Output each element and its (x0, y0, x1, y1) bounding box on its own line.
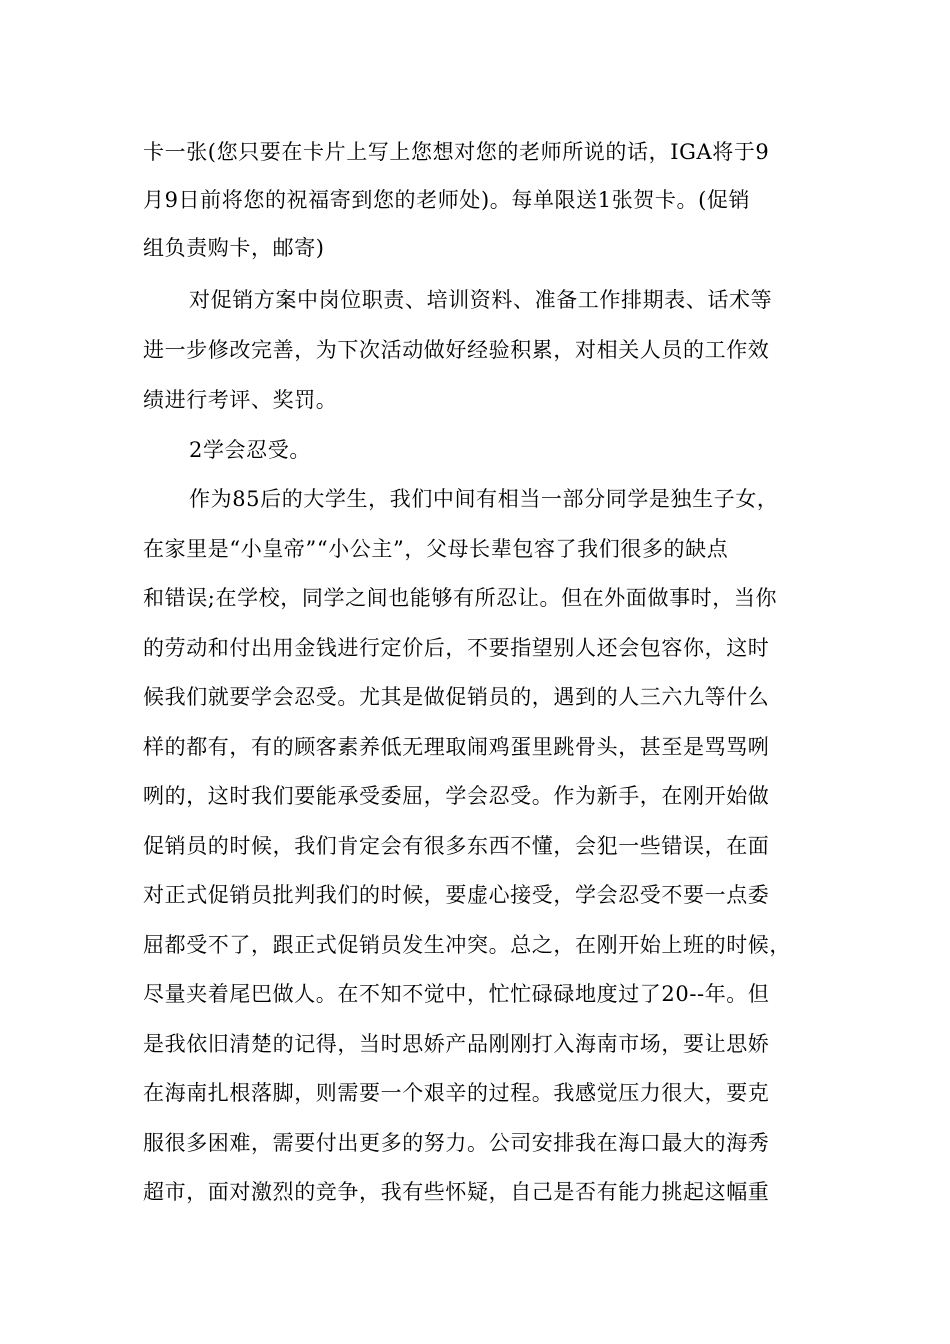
text-line: 在海南扎根落脚，则需要一个艰辛的过程。我感觉压力很大，要克 (143, 1081, 770, 1105)
text-line: 样的都有，有的顾客素养低无理取闹鸡蛋里跳骨头，甚至是骂骂咧 (143, 735, 770, 759)
text-line: 作为85后的大学生，我们中间有相当一部分同学是独生子女， (189, 487, 779, 511)
text-line: 超市，面对激烈的竞争，我有些怀疑，自己是否有能力挑起这幅重 (143, 1180, 770, 1204)
text-line: 2学会忍受。 (189, 438, 311, 462)
text-line: 尽量夹着尾巴做人。在不知不觉中，忙忙碌碌地度过了20--年。但 (143, 982, 770, 1006)
text-line: 服很多困难，需要付出更多的努力。公司安排我在海口最大的海秀 (143, 1131, 770, 1155)
text-line: 候我们就要学会忍受。尤其是做促销员的，遇到的人三六九等什么 (143, 685, 770, 709)
text-line: 的劳动和付出用金钱进行定价后，不要指望别人还会包容你，这时 (143, 636, 770, 660)
text-line: 组负责购卡，邮寄) (143, 236, 325, 260)
text-line: 屈都受不了，跟正式促销员发生冲突。总之，在刚开始上班的时候， (143, 933, 791, 957)
text-line: 在家里是“小皇帝”“小公主”，父母长辈包容了我们很多的缺点 (143, 537, 729, 561)
text-line: 咧的，这时我们要能承受委屈，学会忍受。作为新手，在刚开始做 (143, 784, 770, 808)
text-line: 月9日前将您的祝福寄到您的老师处)。每单限送1张贺卡。(促销 (143, 188, 751, 212)
text-line: 和错误;在学校，同学之间也能够有所忍让。但在外面做事时，当你 (143, 586, 778, 610)
text-line: 卡一张(您只要在卡片上写上您想对您的老师所说的话，IGA将于9 (143, 140, 770, 164)
text-line: 对促销方案中岗位职责、培训资料、准备工作排期表、话术等 (189, 288, 773, 312)
text-line: 绩进行考评、奖罚。 (143, 388, 338, 412)
text-line: 进一步修改完善，为下次活动做好经验积累，对相关人员的工作效 (143, 338, 770, 362)
text-line: 是我依旧清楚的记得，当时思娇产品刚刚打入海南市场，要让思娇 (143, 1032, 770, 1056)
text-line: 促销员的时候，我们肯定会有很多东西不懂，会犯一些错误，在面 (143, 834, 770, 858)
text-line: 对正式促销员批判我们的时候，要虚心接受，学会忍受不要一点委 (143, 883, 770, 907)
